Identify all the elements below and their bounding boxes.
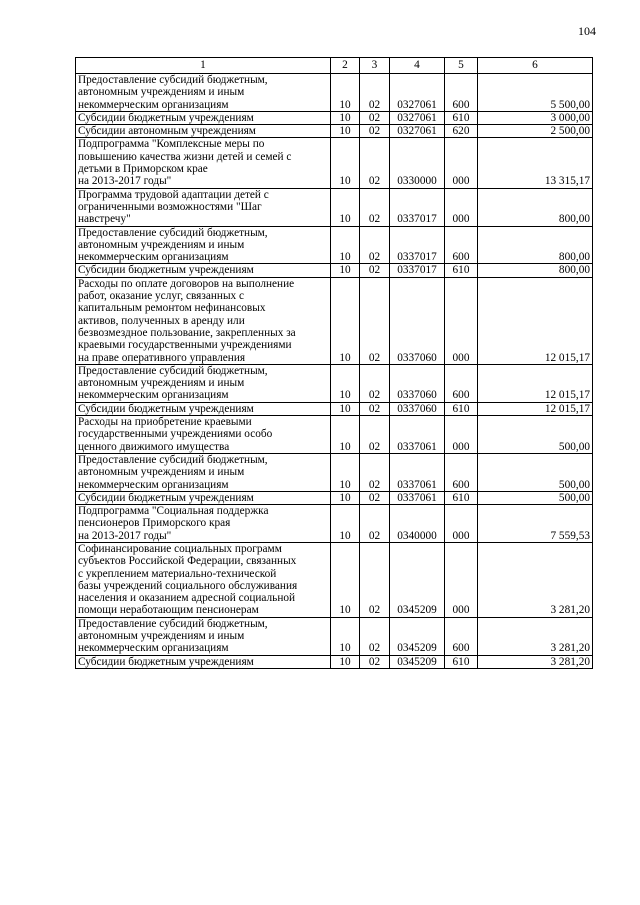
row-name-cell: Субсидии бюджетным учреждениям — [76, 655, 331, 668]
table-row — [76, 617, 593, 655]
row-expense-type-cell: 610 — [445, 264, 478, 277]
row-name-cell: Предоставление субсидий бюджетным, автономным учреждениям и иным некоммерческим организациям — [76, 364, 331, 402]
row-amount-cell: 500,00 — [478, 453, 593, 491]
row-expense-type-cell: 620 — [445, 125, 478, 138]
table-row — [76, 505, 593, 543]
row-section-cell: 10 — [331, 617, 360, 655]
row-subsection-cell: 02 — [360, 264, 390, 277]
table-row — [76, 364, 593, 402]
row-expense-type-cell: 600 — [445, 617, 478, 655]
table-row — [76, 125, 593, 138]
row-expense-type-cell: 000 — [445, 542, 478, 617]
row-name-cell: Субсидии бюджетным учреждениям — [76, 491, 331, 504]
row-subsection-cell: 02 — [360, 188, 390, 226]
row-expense-type-cell: 610 — [445, 655, 478, 668]
row-target-code-cell: 0337061 — [390, 491, 445, 504]
row-amount-cell: 3 000,00 — [478, 111, 593, 124]
row-subsection-cell: 02 — [360, 226, 390, 264]
table-row — [76, 74, 593, 112]
row-section-cell: 10 — [331, 364, 360, 402]
table-row — [76, 491, 593, 504]
row-name-cell: Предоставление субсидий бюджетным, автономным учреждениям и иным некоммерческим организациям — [76, 617, 331, 655]
row-target-code-cell: 0337017 — [390, 226, 445, 264]
row-amount-cell: 7 559,53 — [478, 505, 593, 543]
row-target-code-cell: 0327061 — [390, 111, 445, 124]
row-name-cell: Предоставление субсидий бюджетным, автономным учреждениям и иным некоммерческим организациям — [76, 74, 331, 112]
row-section-cell: 10 — [331, 277, 360, 364]
table-row — [76, 655, 593, 668]
row-name-cell: Субсидии бюджетным учреждениям — [76, 402, 331, 415]
row-subsection-cell: 02 — [360, 505, 390, 543]
row-amount-cell: 13 315,17 — [478, 138, 593, 188]
row-expense-type-cell: 000 — [445, 188, 478, 226]
budget-table — [75, 57, 593, 669]
row-section-cell: 10 — [331, 542, 360, 617]
header-col-6: 6 — [478, 58, 593, 74]
row-amount-cell: 12 015,17 — [478, 402, 593, 415]
header-col-3: 3 — [360, 58, 390, 74]
table-row — [76, 264, 593, 277]
row-expense-type-cell: 600 — [445, 453, 478, 491]
row-target-code-cell: 0337017 — [390, 264, 445, 277]
row-section-cell: 10 — [331, 138, 360, 188]
table-row — [76, 416, 593, 454]
row-section-cell: 10 — [331, 226, 360, 264]
row-section-cell: 10 — [331, 505, 360, 543]
row-target-code-cell: 0327061 — [390, 125, 445, 138]
row-subsection-cell: 02 — [360, 125, 390, 138]
row-subsection-cell: 02 — [360, 111, 390, 124]
row-expense-type-cell: 600 — [445, 364, 478, 402]
table-row — [76, 111, 593, 124]
row-amount-cell: 800,00 — [478, 226, 593, 264]
table-body — [76, 74, 593, 669]
row-expense-type-cell: 610 — [445, 111, 478, 124]
row-section-cell: 10 — [331, 453, 360, 491]
row-amount-cell: 3 281,20 — [478, 542, 593, 617]
row-section-cell: 10 — [331, 491, 360, 504]
row-expense-type-cell: 600 — [445, 74, 478, 112]
row-target-code-cell: 0337061 — [390, 416, 445, 454]
row-subsection-cell: 02 — [360, 416, 390, 454]
row-name-cell: Подпрограмма "Социальная поддержка пенсионеров Приморского края на 2013-2017 годы" — [76, 505, 331, 543]
table-row — [76, 542, 593, 617]
row-name-cell: Софинансирование социальных программ субъектов Российской Федерации, связанных с укреплением материально-технической базы учреждений социального обслуживания населения и оказанием адресной социальной помощи неработающим пенсионерам — [76, 542, 331, 617]
row-name-cell: Расходы на приобретение краевыми государственными учреждениями особо ценного движимого имущества — [76, 416, 331, 454]
header-col-4: 4 — [390, 58, 445, 74]
row-amount-cell: 5 500,00 — [478, 74, 593, 112]
row-subsection-cell: 02 — [360, 453, 390, 491]
page-number: 104 — [578, 24, 596, 38]
row-subsection-cell: 02 — [360, 364, 390, 402]
row-amount-cell: 500,00 — [478, 491, 593, 504]
row-target-code-cell: 0337060 — [390, 402, 445, 415]
row-target-code-cell: 0337060 — [390, 277, 445, 364]
row-subsection-cell: 02 — [360, 617, 390, 655]
table-row — [76, 402, 593, 415]
row-expense-type-cell: 000 — [445, 505, 478, 543]
row-name-cell: Предоставление субсидий бюджетным, автономным учреждениям и иным некоммерческим организациям — [76, 453, 331, 491]
row-expense-type-cell: 610 — [445, 491, 478, 504]
row-name-cell: Субсидии бюджетным учреждениям — [76, 264, 331, 277]
row-section-cell: 10 — [331, 416, 360, 454]
row-amount-cell: 800,00 — [478, 188, 593, 226]
header-col-2: 2 — [331, 58, 360, 74]
row-expense-type-cell: 610 — [445, 402, 478, 415]
row-amount-cell: 500,00 — [478, 416, 593, 454]
row-target-code-cell: 0330000 — [390, 138, 445, 188]
row-expense-type-cell: 000 — [445, 416, 478, 454]
row-amount-cell: 3 281,20 — [478, 617, 593, 655]
row-expense-type-cell: 000 — [445, 138, 478, 188]
row-name-cell: Субсидии автономным учреждениям — [76, 125, 331, 138]
row-name-cell: Предоставление субсидий бюджетным, автономным учреждениям и иным некоммерческим организациям — [76, 226, 331, 264]
row-expense-type-cell: 600 — [445, 226, 478, 264]
row-target-code-cell: 0345209 — [390, 617, 445, 655]
row-section-cell: 10 — [331, 74, 360, 112]
row-name-cell: Программа трудовой адаптации детей с ограниченными возможностями "Шаг навстречу" — [76, 188, 331, 226]
table-row — [76, 226, 593, 264]
table-row — [76, 277, 593, 364]
row-subsection-cell: 02 — [360, 655, 390, 668]
header-row — [76, 58, 593, 74]
row-target-code-cell: 0345209 — [390, 655, 445, 668]
row-target-code-cell: 0337017 — [390, 188, 445, 226]
row-amount-cell: 3 281,20 — [478, 655, 593, 668]
row-name-cell: Субсидии бюджетным учреждениям — [76, 111, 331, 124]
row-amount-cell: 12 015,17 — [478, 364, 593, 402]
row-section-cell: 10 — [331, 188, 360, 226]
table-row — [76, 138, 593, 188]
row-subsection-cell: 02 — [360, 74, 390, 112]
row-amount-cell: 800,00 — [478, 264, 593, 277]
row-amount-cell: 12 015,17 — [478, 277, 593, 364]
row-target-code-cell: 0337060 — [390, 364, 445, 402]
row-target-code-cell: 0327061 — [390, 74, 445, 112]
table-row — [76, 188, 593, 226]
row-name-cell: Расходы по оплате договоров на выполнение работ, оказание услуг, связанных с капитальным ремонтом нефинансовых активов, полученных в аренду или безвозмездное пользование, закрепленных за краевыми государственными учреждениями на праве оперативного управления — [76, 277, 331, 364]
table-row — [76, 453, 593, 491]
row-section-cell: 10 — [331, 264, 360, 277]
row-name-cell: Подпрограмма "Комплексные меры по повышению качества жизни детей и семей с детьми в Приморском крае на 2013-2017 годы" — [76, 138, 331, 188]
row-subsection-cell: 02 — [360, 277, 390, 364]
header-col-5: 5 — [445, 58, 478, 74]
row-section-cell: 10 — [331, 655, 360, 668]
row-section-cell: 10 — [331, 402, 360, 415]
row-subsection-cell: 02 — [360, 402, 390, 415]
row-target-code-cell: 0345209 — [390, 542, 445, 617]
row-section-cell: 10 — [331, 125, 360, 138]
row-amount-cell: 2 500,00 — [478, 125, 593, 138]
row-target-code-cell: 0337061 — [390, 453, 445, 491]
row-target-code-cell: 0340000 — [390, 505, 445, 543]
row-subsection-cell: 02 — [360, 542, 390, 617]
row-section-cell: 10 — [331, 111, 360, 124]
header-col-1: 1 — [76, 58, 331, 74]
row-expense-type-cell: 000 — [445, 277, 478, 364]
row-subsection-cell: 02 — [360, 138, 390, 188]
row-subsection-cell: 02 — [360, 491, 390, 504]
